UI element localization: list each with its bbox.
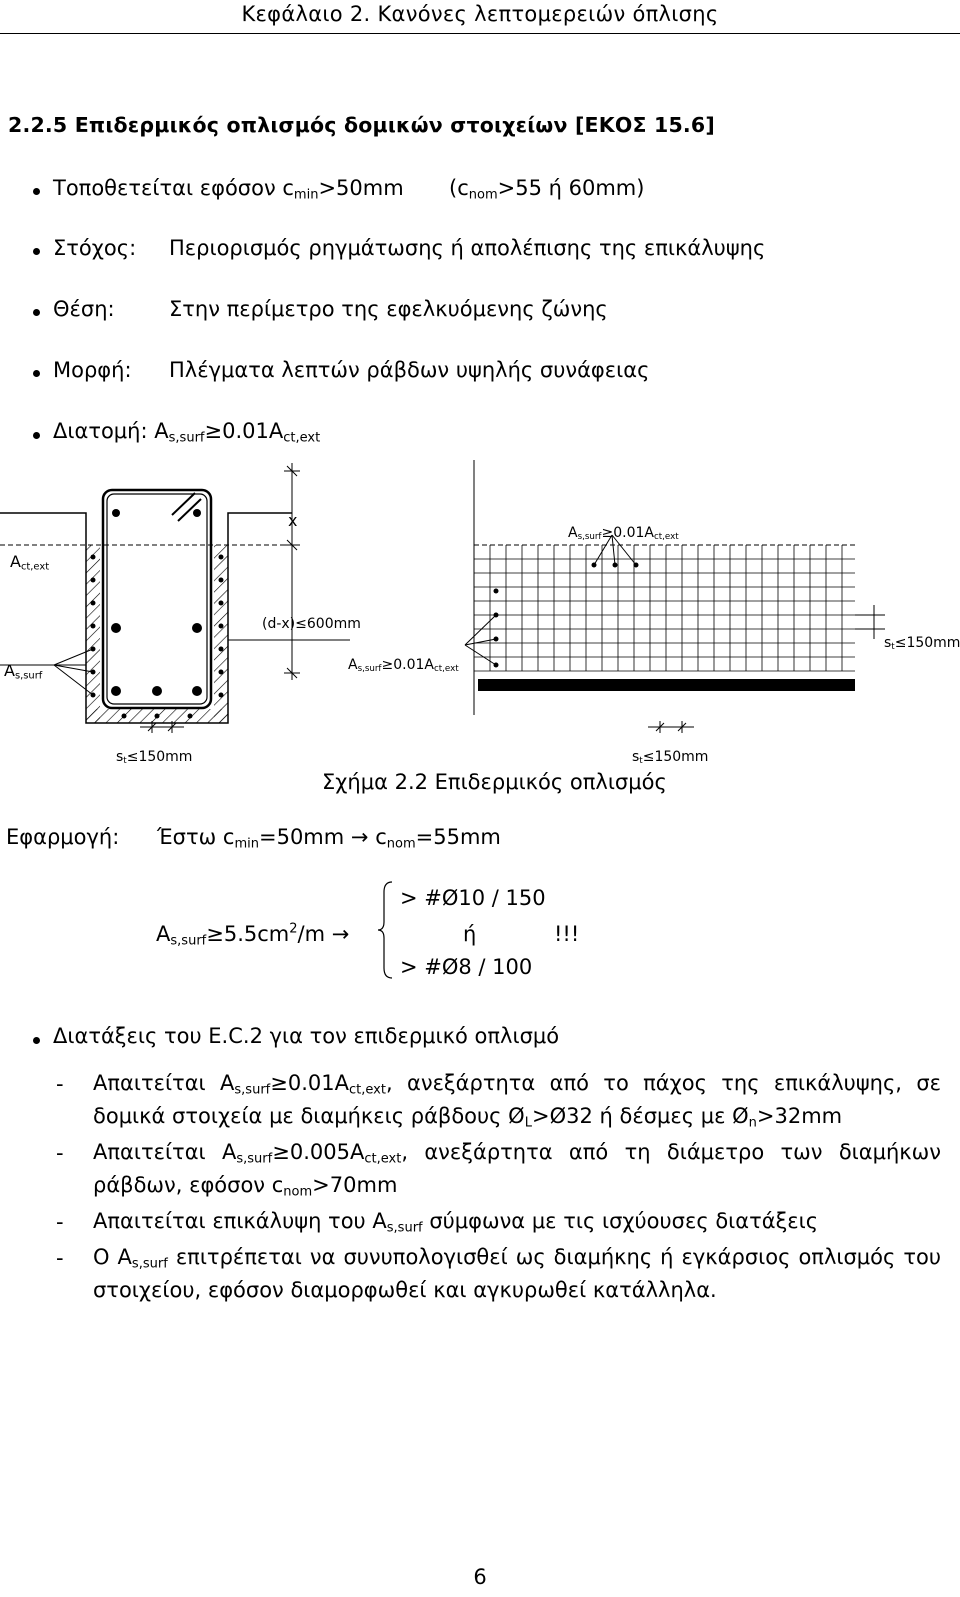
dash: - xyxy=(56,1246,64,1270)
bullet-dot xyxy=(33,370,40,377)
bullet-form-text: Πλέγματα λεπτών ράβδων υψηλής συνάφειας xyxy=(169,358,650,382)
option-mesh-10: > #Ø10 / 150 xyxy=(400,886,546,910)
bullet-dot xyxy=(33,248,40,255)
bullet-form-label: Μορφή: xyxy=(53,358,132,382)
dash: - xyxy=(56,1210,64,1234)
label-x: x xyxy=(288,511,298,530)
option-mesh-8: > #Ø8 / 100 xyxy=(400,955,533,979)
bullet-position-label: Θέση: xyxy=(53,297,115,321)
mesh-lines xyxy=(474,545,855,671)
page-number: 6 xyxy=(473,1565,487,1589)
dash: - xyxy=(56,1072,64,1096)
section-title: 2.2.5 Επιδερμικός οπλισμός δομικών στοιχείων [ΕΚΟΣ 15.6] xyxy=(8,113,715,137)
label-st-left: $s_t\le 150mm$ xyxy=(116,749,193,767)
label-st-side: $s_t\le 150mm$ xyxy=(884,635,960,653)
label-dx: (d-x)≤600mm xyxy=(262,616,361,632)
label-act-ext: $A_{ct,ext}$ xyxy=(10,552,50,573)
bullet-goal-label: Στόχος: xyxy=(53,236,137,260)
dimension-st-right xyxy=(855,605,885,639)
bullet-dot xyxy=(33,1037,40,1044)
application-as-required: $A_{s,surf}\ge 5.5cm^2/m$ → xyxy=(156,921,350,949)
dash: - xyxy=(56,1141,64,1165)
bullet-dot xyxy=(33,432,40,439)
main-bar-thick xyxy=(478,679,855,691)
application-given: Έστω $c_{min}=50mm \to c_{nom}=55mm$ xyxy=(157,825,501,852)
ec2-title: Διατάξεις του E.C.2 για τον επιδερμικό οπλισμό xyxy=(53,1024,560,1048)
label-top-as: $A_{s,surf}\ge 0.01A_{ct,ext}$ xyxy=(568,525,679,543)
bullet-condition-nom: ($c_{nom}>55$ ή 60mm) xyxy=(449,176,645,203)
ec2-item-4: Ο $A_{s,surf}$ επιτρέπεται να συνυπολογισθεί ως διαμήκης ή εγκάρσιος οπλισμός του στοιχείου, εφόσον διαμορφωθεί και αγκυρωθεί κατάλληλα. xyxy=(93,1245,941,1302)
bullet-goal-text: Περιορισμός ρηγμάτωσης ή απολέπισης της επικάλυψης xyxy=(169,236,766,260)
brace-icon xyxy=(378,880,394,980)
stirrup xyxy=(103,490,211,708)
bullet-condition: Τοποθετείται εφόσον $c_{min}>50mm$ xyxy=(53,176,404,203)
skin-reinforcement-figure xyxy=(0,455,960,785)
dimension-x xyxy=(284,463,300,680)
label-st-bottom: $s_t\le 150mm$ xyxy=(632,749,709,767)
figure-caption: Σχήμα 2.2 Επιδερμικός οπλισμός xyxy=(322,770,667,794)
ec2-item-2: Απαιτείται $A_{s,surf}\ge 0.005A_{ct,ext}$, ανεξάρτητα από τη διάμετρο των διαμήκων ράβδων, εφόσον $c_{nom}>70mm$ xyxy=(93,1140,941,1200)
bullet-section: Διατομή: $A_{s,surf}\ge 0.01A_{ct,ext}$ xyxy=(53,419,321,446)
ec2-item-3: Απαιτείται επικάλυψη του $A_{s,surf}$ σύμφωνα με τις ισχύουσες διατάξεις xyxy=(93,1209,819,1236)
bullet-dot xyxy=(33,188,40,195)
label-inner-as: $A_{s,surf}\ge 0.01A_{ct,ext}$ xyxy=(348,657,459,675)
application-label: Εφαρμογή: xyxy=(6,825,120,849)
exclamation: !!! xyxy=(554,922,580,946)
dimension-st-bottom xyxy=(648,721,694,733)
option-or: ή xyxy=(463,922,477,946)
ec2-item-1: Απαιτείται $A_{s,surf}\ge 0.01A_{ct,ext}$, ανεξάρτητα από το πάχος της επικάλυψης, σε δομικά στοιχεία με διαμήκεις ράβδους $Ø_L>Ø32$ ή δέσμες με $Ø_n>32mm$ xyxy=(93,1071,941,1131)
page-header: Κεφάλαιο 2. Κανόνες λεπτομερειών όπλισης xyxy=(241,2,719,26)
header-rule xyxy=(0,33,960,34)
bullet-position-text: Στην περίμετρο της εφελκυόμενης ζώνης xyxy=(169,297,608,321)
label-as-surf: $A_{s,surf}$ xyxy=(4,661,43,682)
bullet-dot xyxy=(33,309,40,316)
stirrup-hook xyxy=(172,493,195,515)
mesh-grid xyxy=(474,460,855,715)
main-bars xyxy=(111,509,202,696)
